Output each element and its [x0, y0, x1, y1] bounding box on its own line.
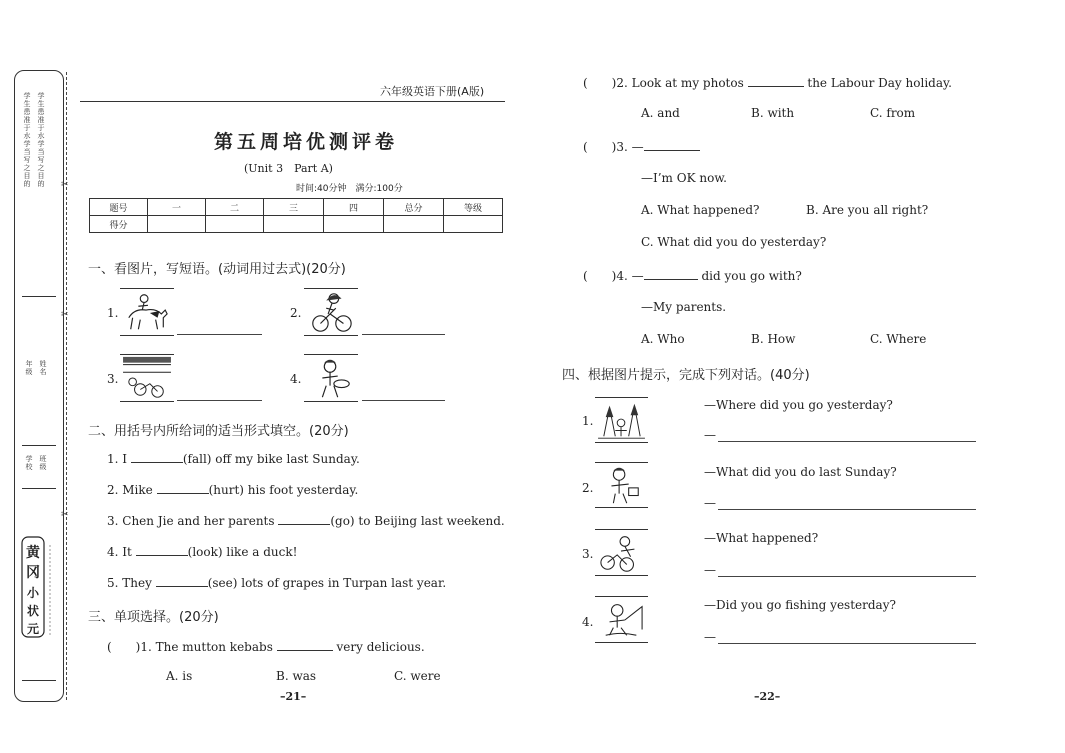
question-text: 4. — — [616, 269, 644, 283]
eating-picture — [304, 354, 358, 402]
answer-paren[interactable]: ( ) — [583, 76, 617, 90]
table-cell: 一 — [148, 199, 206, 216]
table-cell[interactable] — [148, 216, 206, 233]
dialog-dash: — — [704, 496, 716, 510]
fill-item-text: 1. I — [107, 452, 131, 466]
item-number: 1. — [582, 414, 594, 428]
section-2-heading: 二、用括号内所给词的适当形式填空。(20分) — [88, 424, 349, 439]
fill-blank[interactable] — [157, 493, 209, 494]
scissor-icon: ✂ — [61, 510, 69, 520]
fill-item — [107, 483, 358, 497]
option-b: B. Are you all right? — [806, 203, 929, 217]
item-number: 1. — [107, 306, 119, 320]
table-cell[interactable] — [444, 216, 503, 233]
grade-label: 年级 — [25, 360, 33, 376]
answer-line[interactable] — [362, 400, 445, 401]
boy-cooking-picture — [595, 462, 648, 508]
reply-text: —I’m OK now. — [641, 171, 727, 185]
scissor-icon: ✂ — [61, 180, 69, 190]
dialog-question: —What did you do last Sunday? — [704, 465, 897, 479]
section-3-heading: 三、单项选择。(20分) — [88, 610, 219, 625]
fill-blank[interactable] — [136, 555, 188, 556]
question-text: the Labour Day holiday. — [803, 76, 952, 90]
name-label: 姓名 — [39, 360, 47, 376]
option-c: C. from — [870, 106, 916, 120]
school-label: 学校 — [25, 455, 33, 471]
binding-divider — [22, 680, 56, 681]
dialog-dash: — — [704, 563, 716, 577]
fallen-bike-picture — [595, 529, 648, 576]
campfire-picture — [595, 397, 648, 443]
scissor-icon: ✂ — [61, 310, 69, 320]
option-c: C. were — [394, 669, 441, 683]
answer-paren[interactable]: ( ) — [583, 140, 617, 154]
option-b: B. with — [751, 106, 795, 120]
binding-instruction-2: 学生患准于水学当写之目的 — [37, 92, 45, 188]
question-text: 3. — — [616, 140, 644, 154]
fill-blank — [644, 150, 700, 151]
fill-item-text: 2. Mike — [107, 483, 157, 497]
option-a: A. Who — [641, 332, 685, 346]
dialog-question: —Did you go fishing yesterday? — [704, 598, 896, 612]
table-cell[interactable] — [384, 216, 444, 233]
choice-question — [583, 74, 952, 91]
section-1-heading: 一、看图片，写短语。(动词用过去式)(20分) — [88, 262, 346, 277]
fill-item — [107, 576, 446, 590]
option-a: A. is — [166, 669, 193, 683]
section-4-heading: 四、根据图片提示，完成下列对话。(40分) — [562, 368, 810, 383]
item-number: 2. — [290, 306, 302, 320]
time-score-label: 时间:40分钟 满分:100分 — [296, 184, 403, 194]
page-title: 第五周培优测评卷 — [214, 131, 399, 153]
fill-blank[interactable] — [278, 524, 330, 525]
answer-paren[interactable]: ( ) — [107, 640, 141, 654]
choice-question — [107, 638, 425, 655]
fill-item-text: (fall) off my bike last Sunday. — [182, 452, 360, 466]
fill-blank[interactable] — [131, 462, 183, 463]
answer-paren[interactable]: ( ) — [583, 269, 617, 283]
fill-item-text: (go) to Beijing last weekend. — [330, 514, 505, 528]
bike-fall-picture — [120, 354, 174, 402]
answer-line[interactable] — [177, 400, 262, 401]
table-cell: 得分 — [90, 216, 148, 233]
binding-instruction: 学生患准于水学当写之目的 — [23, 92, 31, 188]
unit-label: (Unit 3 Part A) — [244, 162, 333, 175]
horse-riding-picture — [120, 288, 174, 336]
fill-blank — [748, 86, 804, 87]
svg-text:黄: 黄 — [26, 545, 40, 561]
fill-item-text: 5. They — [107, 576, 156, 590]
page-number: –21– — [280, 690, 307, 703]
cut-line — [66, 72, 67, 700]
table-cell[interactable] — [324, 216, 384, 233]
fishing-picture — [595, 596, 648, 643]
question-text: very delicious. — [332, 640, 425, 654]
brand-logo — [18, 535, 58, 645]
svg-text:状: 状 — [26, 604, 40, 618]
option-c: C. What did you do yesterday? — [641, 235, 827, 249]
class-label: 班级 — [39, 455, 47, 471]
fill-blank — [644, 279, 698, 280]
item-number: 4. — [582, 615, 594, 629]
item-number: 3. — [582, 547, 594, 561]
option-a: A. and — [641, 106, 680, 120]
dialog-question: —Where did you go yesterday? — [704, 398, 893, 412]
reply-text: —My parents. — [641, 300, 727, 314]
svg-text:冈: 冈 — [26, 565, 40, 581]
option-a: A. What happened? — [641, 203, 760, 217]
svg-text:小: 小 — [26, 586, 40, 600]
table-cell: 等级 — [444, 199, 503, 216]
option-c: C. Where — [870, 332, 927, 346]
option-b: B. was — [276, 669, 317, 683]
score-table-header-row — [90, 199, 503, 216]
item-number: 3. — [107, 372, 119, 386]
table-cell[interactable] — [264, 216, 324, 233]
svg-text:元: 元 — [26, 622, 40, 636]
item-number: 4. — [290, 372, 302, 386]
score-table — [89, 198, 503, 233]
dialog-dash: — — [704, 630, 716, 644]
fill-item-text: 3. Chen Jie and her parents — [107, 514, 279, 528]
grade-book-label: 六年级英语下册(A版) — [380, 85, 485, 98]
table-cell: 三 — [264, 199, 324, 216]
choice-question — [583, 267, 802, 284]
choice-question — [583, 138, 700, 155]
answer-line[interactable] — [718, 509, 976, 510]
item-number: 2. — [582, 481, 594, 495]
answer-line[interactable] — [718, 643, 976, 644]
header-rule — [80, 101, 505, 102]
question-text: 1. The mutton kebabs — [140, 640, 277, 654]
binding-divider — [22, 488, 56, 489]
question-text: did you go with? — [697, 269, 802, 283]
answer-line[interactable] — [177, 334, 262, 335]
option-b: B. How — [751, 332, 796, 346]
answer-line[interactable] — [362, 334, 445, 335]
fill-item — [107, 452, 360, 466]
table-cell: 二 — [206, 199, 264, 216]
fill-item — [107, 514, 505, 528]
fill-item-text: (look) like a duck! — [187, 545, 298, 559]
dialog-dash: — — [704, 428, 716, 442]
fill-item — [107, 545, 297, 559]
question-text: 2. Look at my photos — [616, 76, 748, 90]
dialog-question: —What happened? — [704, 531, 819, 545]
fill-item-text: 4. It — [107, 545, 136, 559]
table-cell: 四 — [324, 199, 384, 216]
table-cell: 总分 — [384, 199, 444, 216]
fill-item-text: (see) lots of grapes in Turpan last year. — [207, 576, 447, 590]
score-table-score-row — [90, 216, 503, 233]
table-cell[interactable] — [206, 216, 264, 233]
table-cell: 题号 — [90, 199, 148, 216]
answer-line[interactable] — [718, 441, 976, 442]
binding-divider — [22, 296, 56, 297]
fill-blank — [277, 650, 333, 651]
answer-line[interactable] — [718, 576, 976, 577]
page-number: –22– — [754, 690, 781, 703]
cycling-boy-picture — [304, 288, 358, 336]
binding-divider — [22, 445, 56, 446]
fill-item-text: (hurt) his foot yesterday. — [208, 483, 359, 497]
fill-blank[interactable] — [156, 586, 208, 587]
